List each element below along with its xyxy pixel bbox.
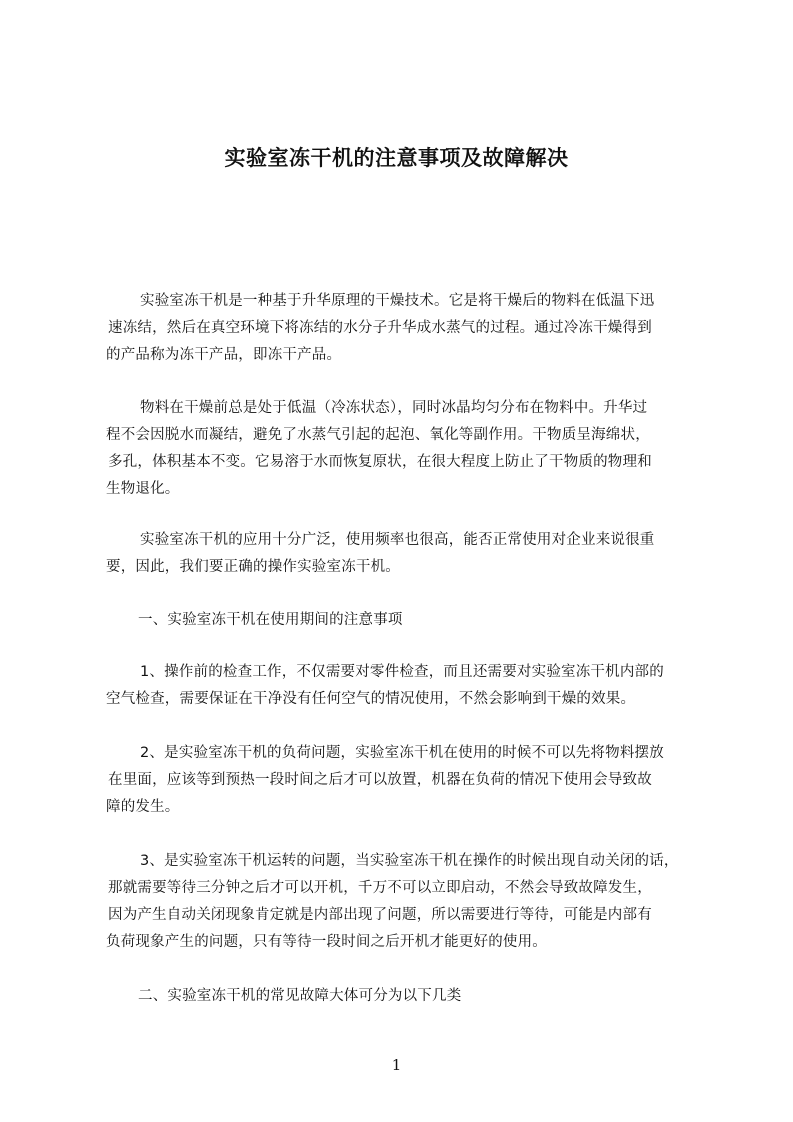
item-1-line-2: 空气检查，需要保证在干净没有任何空气的情况使用，不然会影响到干燥的效果。 [106, 691, 636, 707]
item-2-line-3: 障的发生。 [106, 799, 180, 815]
item-1-line-1: 1、操作前的检查工作，不仅需要对零件检查，而且还需要对实验室冻干机内部的 [140, 664, 664, 680]
document-title: 实验室冻干机的注意事项及故障解决 [224, 146, 569, 170]
item-3-line-2: 那就需要等待三分钟之后才可以开机，千万不可以立即启动，不然会导致故障发生， [108, 880, 652, 896]
paragraph-2-line-4: 生物退化。 [106, 481, 180, 497]
item-3-line-3: 因为产生自动关闭现象肯定就是内部出现了问题，所以需要进行等待，可能是内部有 [108, 907, 652, 923]
paragraph-2-line-3: 多孔，体积基本不变。它易溶于水而恢复原状，在很大程度上防止了干物质的物理和 [108, 454, 652, 470]
paragraph-2-line-2: 程不会因脱水而凝结，避免了水蒸气引起的起泡、氧化等副作用。干物质呈海绵状， [106, 427, 650, 443]
section-heading-1: 一、实验室冻干机在使用期间的注意事项 [138, 612, 403, 628]
paragraph-3-line-2: 要，因此，我们要正确的操作实验室冻干机。 [106, 559, 400, 575]
paragraph-1-line-2: 速冻结，然后在真空环境下将冻结的水分子升华成水蒸气的过程。通过冷冻干燥得到 [108, 320, 652, 336]
section-heading-2: 二、实验室冻干机的常见故障大体可分为以下几类 [138, 988, 462, 1004]
item-3-line-1: 3、是实验室冻干机运转的问题，当实验室冻干机在操作的时候出现自动关闭的话， [140, 853, 679, 869]
paragraph-1-line-1: 实验室冻干机是一种基于升华原理的干燥技术。它是将干燥后的物料在低温下迅 [140, 293, 655, 309]
paragraph-2-line-1: 物料在干燥前总是处于低温（冷冻状态），同时冰晶均匀分布在物料中。升华过 [140, 400, 648, 416]
item-2-line-1: 2、是实验室冻干机的负荷问题，实验室冻干机在使用的时候不可以先将物料摆放 [140, 745, 664, 761]
item-2-line-2: 在里面，应该等到预热一段时间之后才可以放置，机器在负荷的情况下使用会导致故 [108, 772, 652, 788]
paragraph-3-line-1: 实验室冻干机的应用十分广泛，使用频率也很高，能否正常使用对企业来说很重 [140, 532, 655, 548]
page-number: 1 [391, 1056, 402, 1074]
item-3-line-4: 负荷现象产生的问题，只有等待一段时间之后开机才能更好的使用。 [106, 934, 547, 950]
paragraph-1-line-3: 的产品称为冻干产品，即冻干产品。 [106, 347, 342, 363]
